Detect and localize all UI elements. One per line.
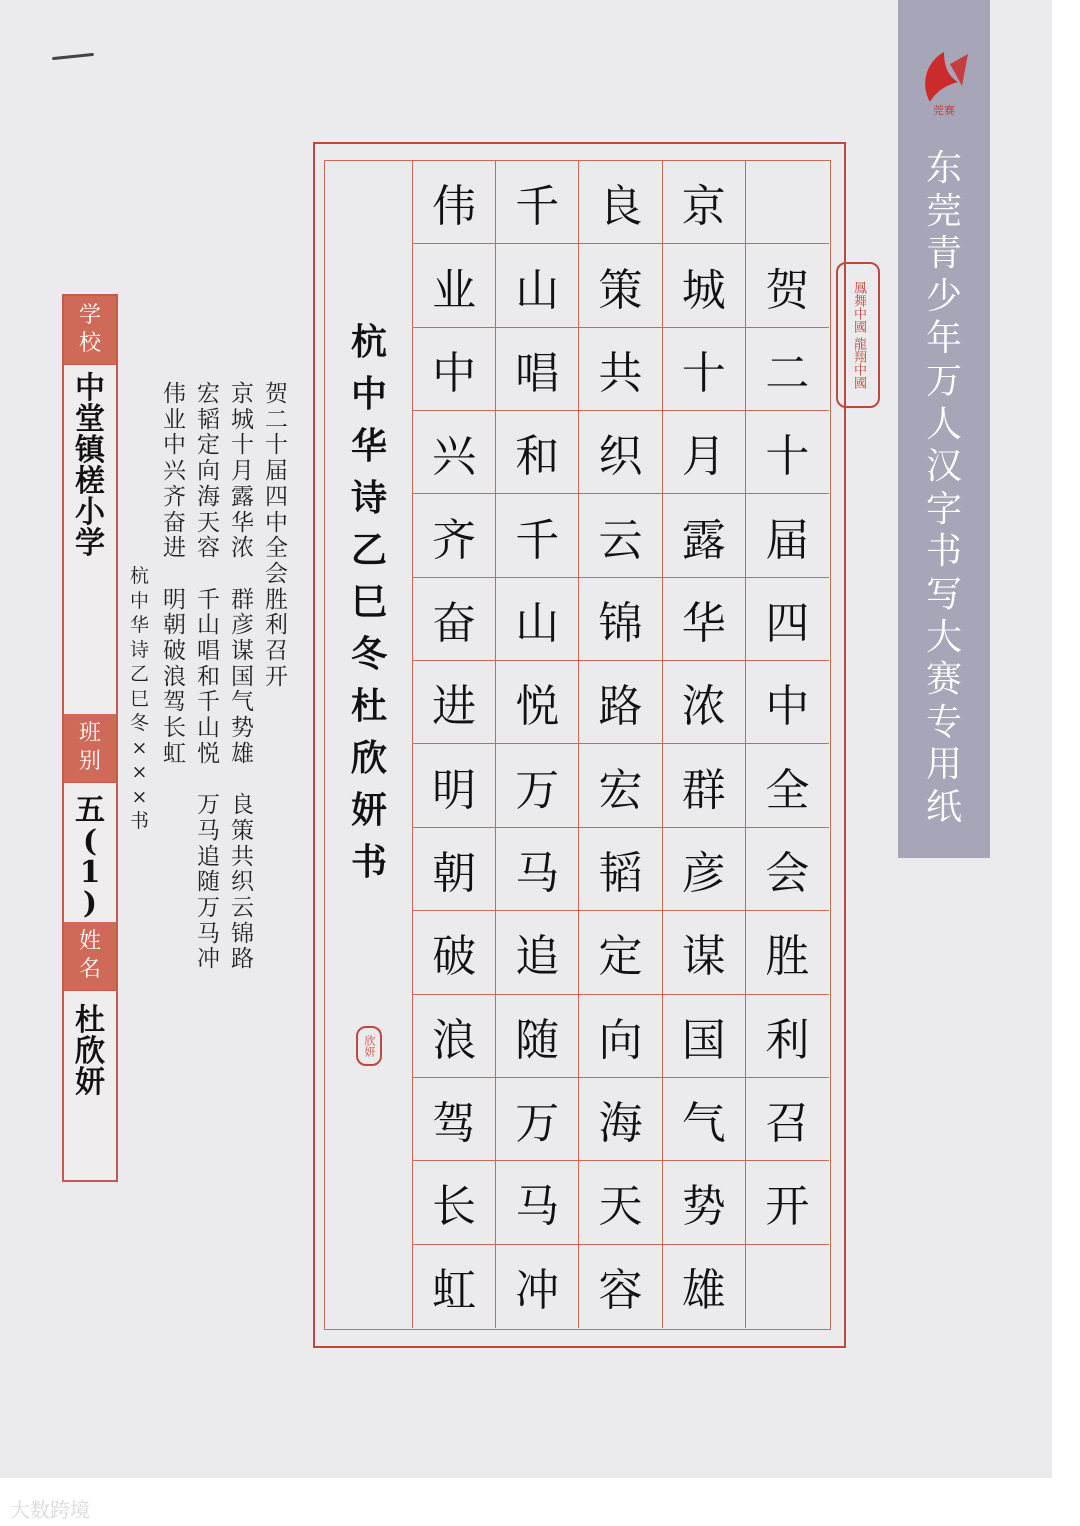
grid-cell: 浓 xyxy=(663,661,746,744)
grid-cell: 追 xyxy=(496,911,579,994)
school-value: 中 堂 镇 槎 小 学 xyxy=(64,364,116,694)
grid-cell: 势 xyxy=(663,1161,746,1244)
grid-cell: 气 xyxy=(663,1078,746,1161)
grid-cell: 山 xyxy=(496,244,579,327)
grid-cell: 千 xyxy=(496,494,579,577)
grid-cell: 朝 xyxy=(413,828,496,911)
grid-cell: 京 xyxy=(663,161,746,244)
small-poem-column-3: 宏 韬 定 向 海 天 容 千 山 唱 和 千 山 悦 万 马 追 随 万 马 冲 xyxy=(197,381,220,973)
grid-cell: 浪 xyxy=(413,995,496,1078)
watermark: 大数跨境 xyxy=(10,1498,90,1522)
grid-cell: 彦 xyxy=(663,828,746,911)
grid-cell: 十 xyxy=(746,411,829,494)
grid-cell: 马 xyxy=(496,828,579,911)
grid-cell: 华 xyxy=(663,578,746,661)
grid-cell: 长 xyxy=(413,1161,496,1244)
grid-signature: 杭 中 华 诗 乙 巳 冬 杜 欣 妍 书 xyxy=(350,321,387,883)
grid-cell: 雄 xyxy=(663,1245,746,1328)
grid-cell: 进 xyxy=(413,661,496,744)
grid-cell: 驾 xyxy=(413,1078,496,1161)
grid-cell: 向 xyxy=(579,995,662,1078)
grid-cell: 中 xyxy=(413,328,496,411)
grid-cell: 万 xyxy=(496,744,579,827)
grid-cell: 贺 xyxy=(746,244,829,327)
small-poem-column-4: 伟 业 中 兴 齐 奋 进 明 朝 破 浪 驾 长 虹 xyxy=(163,381,186,767)
grid-cell xyxy=(746,161,829,244)
grid-cell: 马 xyxy=(496,1161,579,1244)
school-label: 学 校 xyxy=(64,296,116,364)
grid-cell: 齐 xyxy=(413,494,496,577)
grid-cell: 明 xyxy=(413,744,496,827)
grid-cell: 定 xyxy=(579,911,662,994)
name-value: 杜 欣 妍 xyxy=(64,990,116,1180)
small-poem-signature: 杭 中 华 诗 乙 巳 冬 × × × 书 xyxy=(130,565,150,832)
grid-cell: 和 xyxy=(496,411,579,494)
class-value: 五 ( 1 ) xyxy=(64,782,116,902)
grid-cell: 路 xyxy=(579,661,662,744)
banner-title: 东 莞 青 少 年 万 人 汉 字 书 写 大 赛 专 用 纸 xyxy=(925,148,962,828)
grid-cell: 策 xyxy=(579,244,662,327)
grid-cell: 唱 xyxy=(496,328,579,411)
top-seal: 鳳舞中國 龍翔中國 xyxy=(836,262,880,408)
signature-column xyxy=(325,161,413,1328)
writing-grid-frame xyxy=(313,142,846,1348)
grid-cell: 悦 xyxy=(496,661,579,744)
contest-logo-icon xyxy=(914,46,974,118)
grid-cell: 万 xyxy=(496,1078,579,1161)
grid-cell: 会 xyxy=(746,828,829,911)
grid-cell: 千 xyxy=(496,161,579,244)
grid-cell: 织 xyxy=(579,411,662,494)
grid-cell: 谋 xyxy=(663,911,746,994)
grid-cell: 月 xyxy=(663,411,746,494)
grid-cell: 届 xyxy=(746,494,829,577)
grid-cell: 城 xyxy=(663,244,746,327)
grid-cell xyxy=(746,1245,829,1328)
grid-cell: 容 xyxy=(579,1245,662,1328)
grid-cell: 山 xyxy=(496,578,579,661)
grid-cell: 露 xyxy=(663,494,746,577)
grid-cell: 国 xyxy=(663,995,746,1078)
grid-cell: 奋 xyxy=(413,578,496,661)
contest-banner xyxy=(898,0,990,858)
grid-cell: 良 xyxy=(579,161,662,244)
grid-cell: 随 xyxy=(496,995,579,1078)
grid-cell: 开 xyxy=(746,1161,829,1244)
grid-cell: 召 xyxy=(746,1078,829,1161)
student-info-box xyxy=(62,294,118,1182)
grid-cell: 兴 xyxy=(413,411,496,494)
grid-cell: 伟 xyxy=(413,161,496,244)
grid-cell: 群 xyxy=(663,744,746,827)
grid-cell: 二 xyxy=(746,328,829,411)
small-poem-column-1: 贺 二 十 届 四 中 全 会 胜 利 召 开 xyxy=(265,381,288,690)
grid-cell: 冲 xyxy=(496,1245,579,1328)
svg-text:莞赛: 莞赛 xyxy=(933,104,955,117)
grid-cell: 中 xyxy=(746,661,829,744)
grid-cell: 韬 xyxy=(579,828,662,911)
class-label: 班 别 xyxy=(64,714,116,782)
grid-cell: 四 xyxy=(746,578,829,661)
grid-cell: 云 xyxy=(579,494,662,577)
grid-cell: 宏 xyxy=(579,744,662,827)
grid-cell: 利 xyxy=(746,995,829,1078)
grid-cell: 锦 xyxy=(579,578,662,661)
grid-cell: 业 xyxy=(413,244,496,327)
grid-cell: 海 xyxy=(579,1078,662,1161)
grid-cell: 胜 xyxy=(746,911,829,994)
grid-cell: 全 xyxy=(746,744,829,827)
grid-cell: 破 xyxy=(413,911,496,994)
grid-cell: 共 xyxy=(579,328,662,411)
grid-cell: 十 xyxy=(663,328,746,411)
name-label: 姓 名 xyxy=(64,922,116,990)
writing-grid xyxy=(413,161,829,1328)
small-poem-column-2: 京 城 十 月 露 华 浓 群 彦 谋 国 气 势 雄 良 策 共 织 云 锦 路 xyxy=(231,381,254,973)
grid-cell: 天 xyxy=(579,1161,662,1244)
grid-cell: 虹 xyxy=(413,1245,496,1328)
bottom-seal: 欣妍 xyxy=(356,1026,382,1066)
